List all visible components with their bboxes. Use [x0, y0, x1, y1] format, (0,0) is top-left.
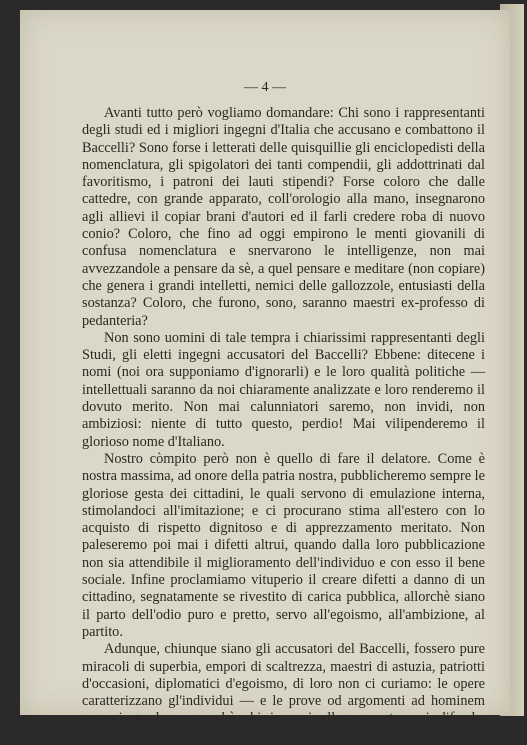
paragraph-2: Non sono uomini di tale tempra i chiarissimi rappresentanti degli Studi, gli eletti ingegni accusatori del Baccelli? Ebbene: ditecene i nomi (noi ora supponiamo d'ignorarli) e le loro qualità politiche — intellettuali saranno da noi chiaramente analizzate e loro renderemo il dovuto merito. Non mai calunniatori saremo, non invidi, non ambiziosi: niente di tutto questo, perdio! Mai vilipenderemo il glorioso nome d'Italiano. [82, 329, 485, 450]
body-text [82, 105, 485, 745]
book-page [20, 10, 510, 744]
paragraph-3: Nostro còmpito però non è quello di fare il delatore. Come è nostra massima, ad onore della patria nostra, pubblicheremo sempre le gloriose gesta dei cittadini, le quali servono di emulazione interna, stimolandoci all'imitazione; e ci procurano stima all'estero con lo acquisto di rispetto dignitoso e di apprezzamento meritato. Non paleseremo poi mai i difetti altrui, quando dalla loro pubblicazione non sia attendibile il miglioramento dell'individuo e con esso il bene sociale. Infine proclamiamo vituperio il creare difetti a danno di un cittadino, segnatamente se rivestito di carica pubblica, allorchè siano il parto dell'odio puro e pretto, servo all'egoismo, all'ambizione, al partito. [82, 450, 485, 640]
paragraph-1: Avanti tutto però vogliamo domandare: Chi sono i rappresentanti degli studi ed i migliori ingegni d'Italia che accusano e combattono il Baccelli? Sono forse i letterati delle quisquillie gli enciclopedisti della nomenclatura, gli spigolatori dei tanti compendii, gli addottrinati dal favoritismo, i patroni dei lauti stipendi? Forse coloro che dalle cattedre, con grande apparato, coll'orologio alla mano, insegnarono agli allievi il copiar brani d'autori ed il farli credere roba di nuovo conio? Coloro, che fino ad oggi empirono le menti giovanili di confusa nomenclatura e snervarono le intelligenze, non mai avvezzandole a pensare da sè, a quel pensare e meditare (non copiare) che genera i grandi intelletti, nemici delle gallozzole, entusiasti della sostanza? Coloro, che furono, sono, saranno maestri ex-professo di pedanteria? [82, 105, 485, 329]
paragraph-4: Adunque, chiunque siano gli accusatori del Baccelli, fossero pure miracoli di superbia, empori di scaltrezza, maestri di astuzia, patriotti d'occasioni, diplomatici d'egoismo, di loro non ci curiamo: le opere caratterizzano gl'individui — e le prove od argomenti ad hominem non ci quadrano, perchè chi innanzi allo accusatore si difende, rinfacciandoli degli stessi [82, 641, 485, 744]
page-number: — 4 — [244, 80, 286, 95]
